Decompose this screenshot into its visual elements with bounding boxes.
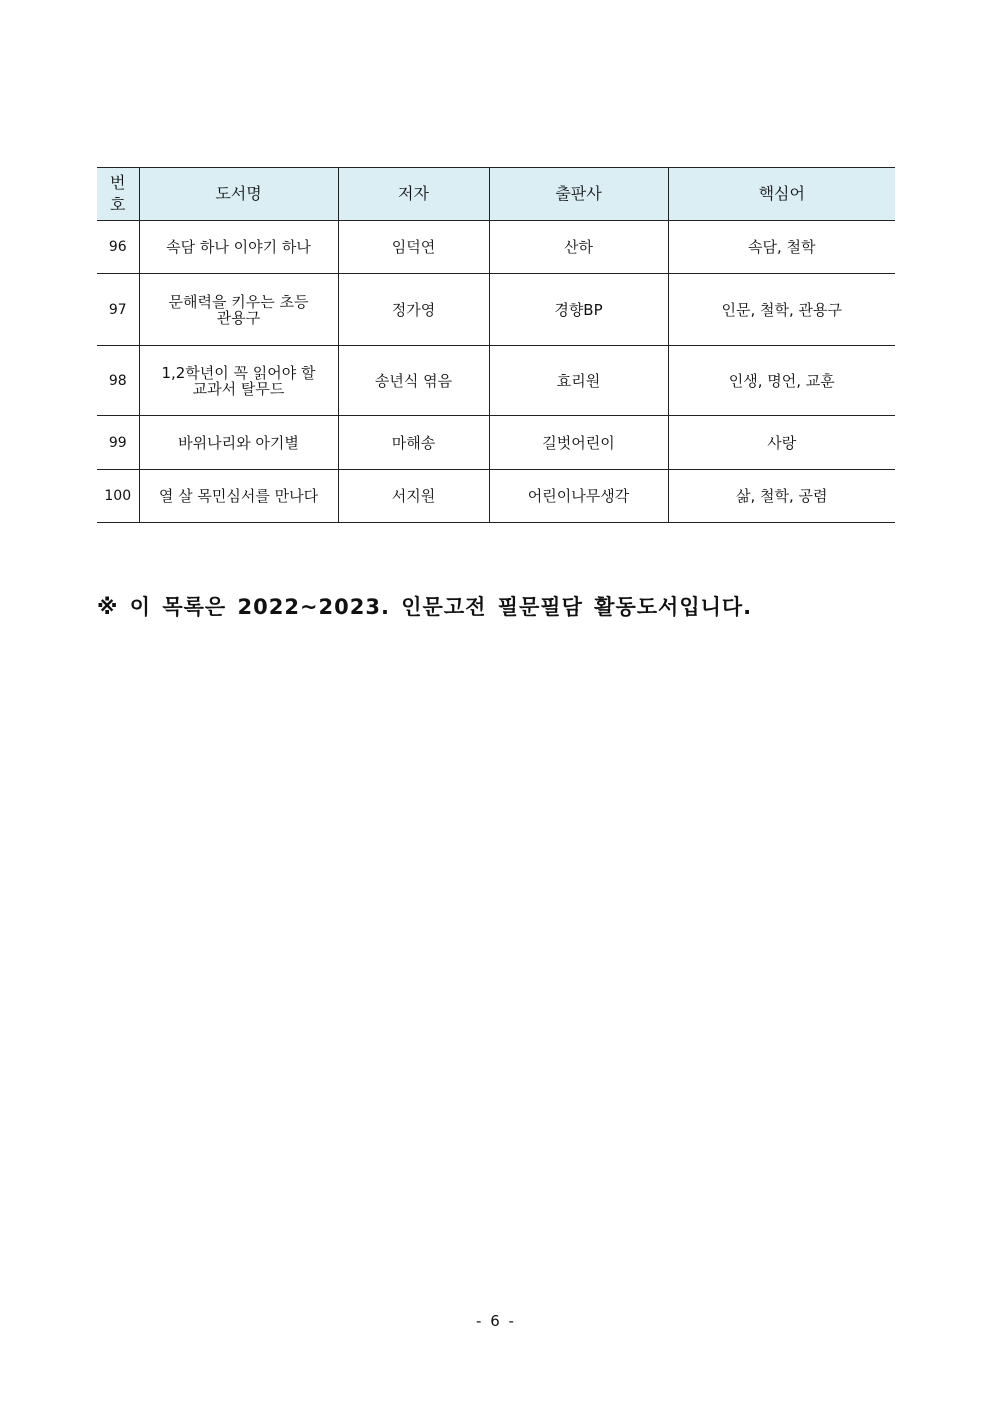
cell-author: 임덕연: [338, 221, 489, 274]
cell-number: 100: [97, 470, 139, 523]
table-row: [97, 274, 895, 346]
cell-number: 98: [97, 346, 139, 416]
table-header-row: [97, 168, 895, 221]
cell-title: 1,2학년이 꼭 읽어야 할 교과서 탈무드: [139, 346, 338, 416]
table-row: [97, 346, 895, 416]
cell-author: 서지원: [338, 470, 489, 523]
cell-number: 97: [97, 274, 139, 346]
header-number-line2: 호: [110, 195, 126, 214]
list-note: ※ 이 목록은 2022~2023. 인문고전 필문필담 활동도서입니다.: [97, 595, 753, 619]
header-keywords: 핵심어: [668, 168, 895, 221]
table-row: [97, 470, 895, 523]
table-row: [97, 416, 895, 470]
cell-publisher: 어린이나무생각: [489, 470, 668, 523]
cell-publisher: 경향BP: [489, 274, 668, 346]
book-list-table: [97, 167, 895, 523]
cell-title: 문해력을 키우는 초등 관용구: [139, 274, 338, 346]
cell-keywords: 인생, 명언, 교훈: [668, 346, 895, 416]
cell-publisher: 길벗어린이: [489, 416, 668, 470]
cell-number: 96: [97, 221, 139, 274]
cell-keywords: 속담, 철학: [668, 221, 895, 274]
table-row: [97, 221, 895, 274]
cell-publisher: 효리원: [489, 346, 668, 416]
cell-keywords: 삶, 철학, 공렴: [668, 470, 895, 523]
header-publisher: 출판사: [489, 168, 668, 221]
cell-title: 속담 하나 이야기 하나: [139, 221, 338, 274]
cell-title: 열 살 목민심서를 만나다: [139, 470, 338, 523]
cell-title: 바위나리와 아기별: [139, 416, 338, 470]
cell-publisher: 산하: [489, 221, 668, 274]
header-title: 도서명: [139, 168, 338, 221]
cell-number: 99: [97, 416, 139, 470]
header-number: [97, 168, 139, 221]
cell-author: 송년식 엮음: [338, 346, 489, 416]
cell-keywords: 인문, 철학, 관용구: [668, 274, 895, 346]
header-author: 저자: [338, 168, 489, 221]
page-number: - 6 -: [476, 1312, 516, 1330]
header-number-line1: 번: [110, 173, 126, 192]
cell-author: 마해송: [338, 416, 489, 470]
cell-keywords: 사랑: [668, 416, 895, 470]
cell-author: 정가영: [338, 274, 489, 346]
